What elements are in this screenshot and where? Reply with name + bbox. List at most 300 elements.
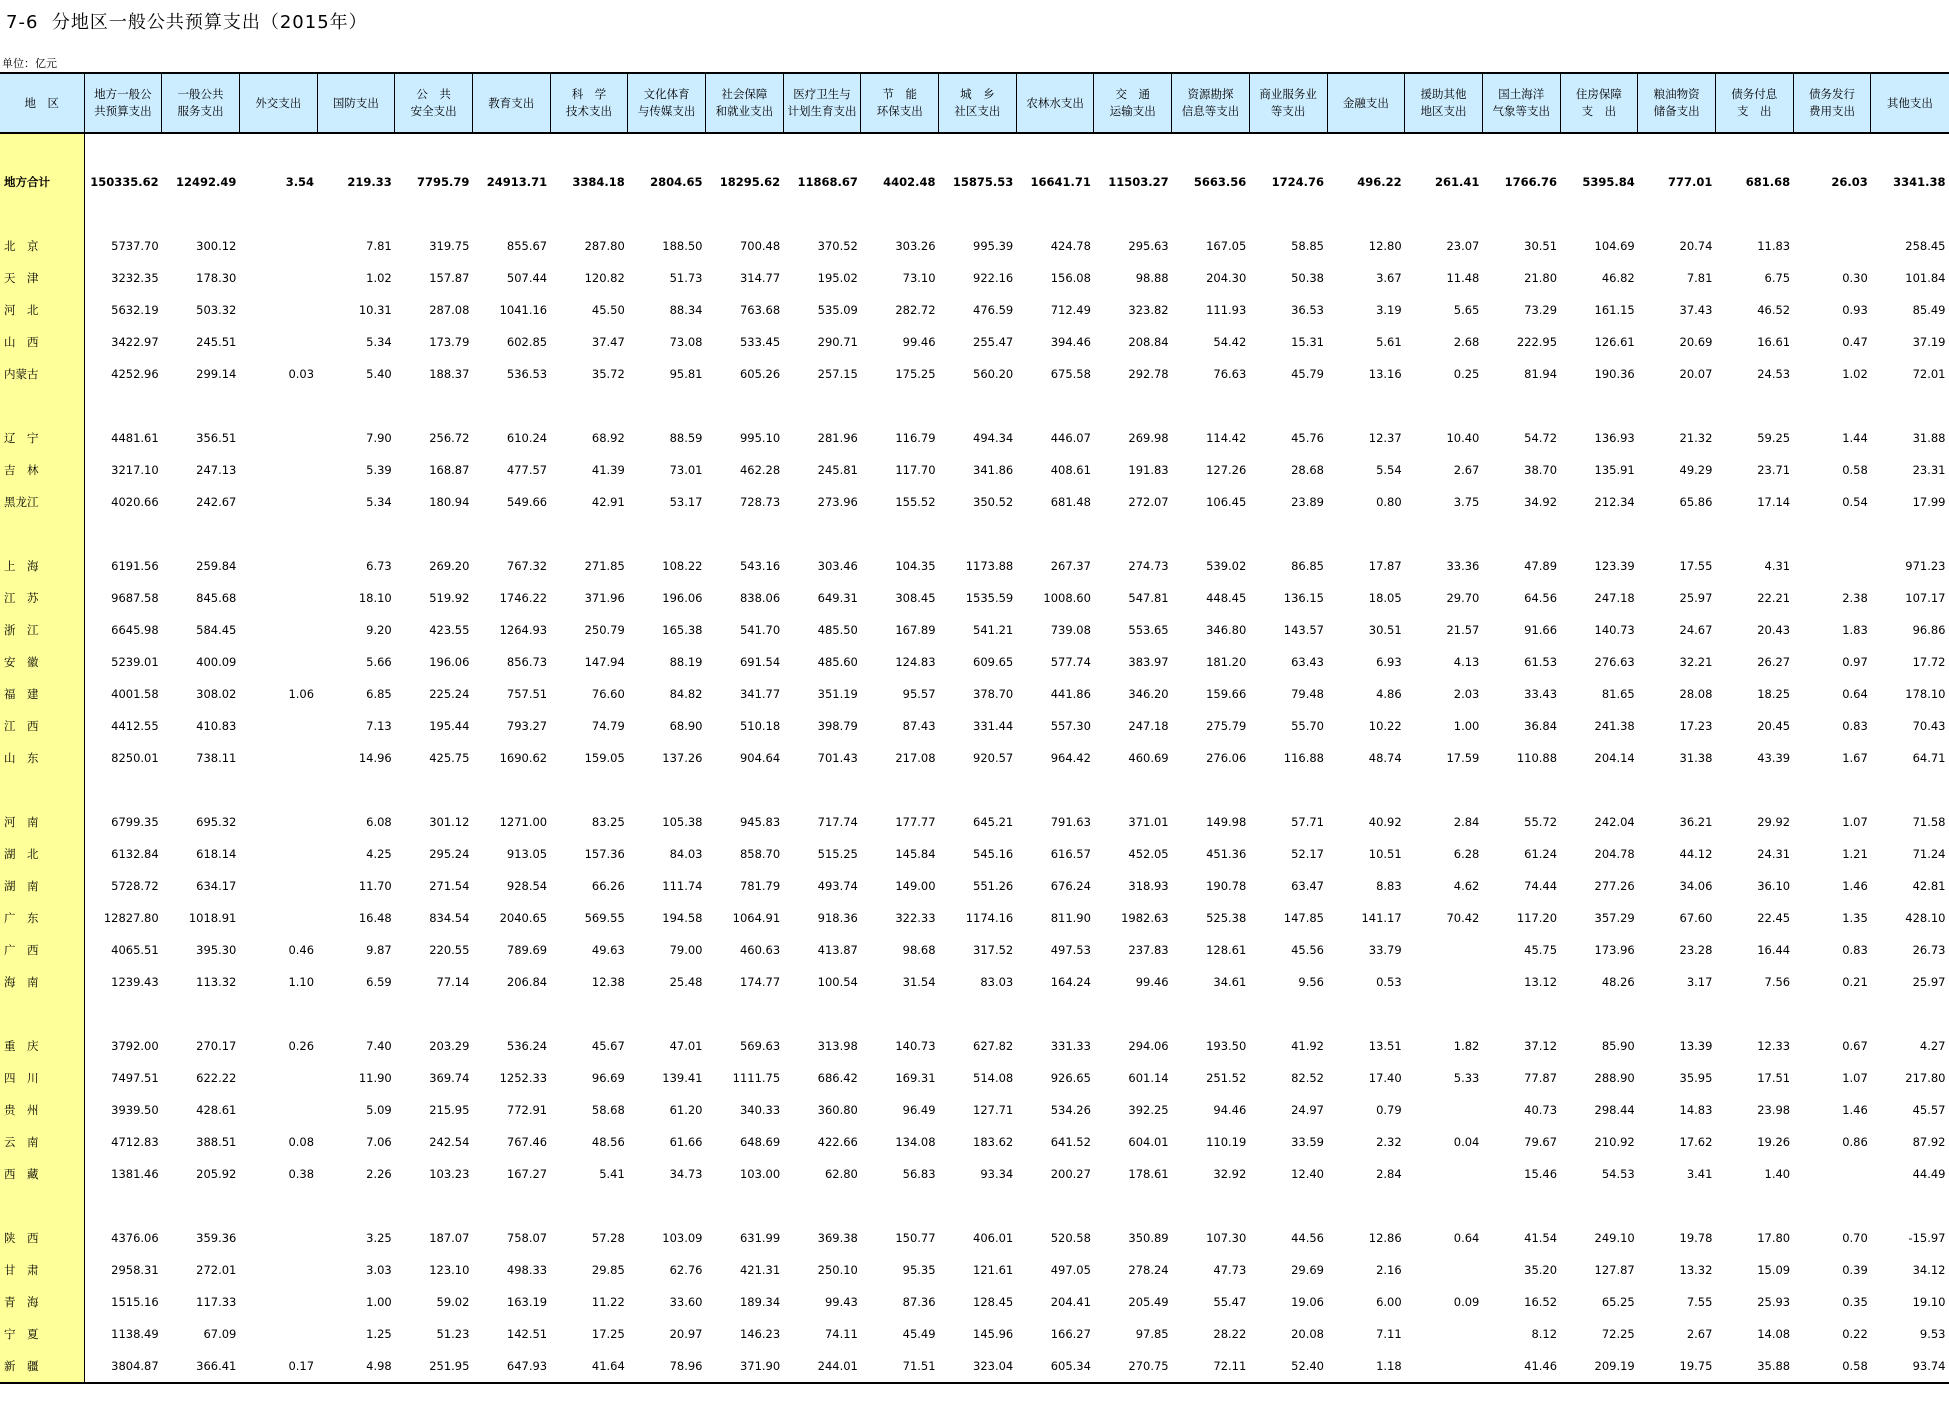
value-cell: 116.79 [895, 431, 936, 445]
value-cell: 34.12 [1912, 1263, 1946, 1277]
value-cell: 7.81 [366, 239, 392, 253]
value-cell: 46.52 [1757, 303, 1791, 317]
value-cell: 136.93 [1594, 431, 1635, 445]
value-cell: 2958.31 [111, 1263, 159, 1277]
value-cell: 36.10 [1757, 879, 1791, 893]
value-cell: 222.95 [1516, 335, 1558, 349]
value-cell: 256.72 [429, 431, 470, 445]
value-cell: 23.98 [1757, 1103, 1791, 1117]
value-cell: 54.42 [1213, 335, 1247, 349]
value-cell: 0.03 [288, 367, 315, 381]
value-cell: 20.69 [1679, 335, 1713, 349]
value-cell: 323.04 [939, 1350, 1017, 1383]
value-cell: 196.06 [662, 591, 703, 605]
region-cell: 吉 林 [0, 454, 84, 486]
value-cell: 68.90 [669, 719, 703, 733]
value-cell: 241.38 [1594, 719, 1635, 733]
value-cell: 63.47 [1291, 879, 1324, 893]
value-cell: 12827.80 [103, 911, 159, 925]
value-cell: 4.98 [317, 1350, 395, 1383]
column-header: 节 能 环保支出 [861, 73, 939, 133]
value-cell: 48.56 [591, 1135, 625, 1149]
value-cell: 11868.67 [797, 175, 858, 189]
value-cell: 40.73 [1524, 1103, 1558, 1117]
value-cell: 369.74 [429, 1071, 470, 1085]
value-cell: 519.92 [429, 591, 470, 605]
value-cell: 6.59 [366, 975, 392, 989]
value-cell: 251.95 [395, 1350, 473, 1383]
value-cell: 31.54 [902, 975, 936, 989]
value-cell: 128.45 [973, 1295, 1014, 1309]
value-cell: 346.80 [1206, 623, 1247, 637]
value-cell: 0.70 [1842, 1231, 1868, 1245]
value-cell: 7.06 [366, 1135, 392, 1149]
value-cell: 13.12 [1524, 975, 1558, 989]
value-cell: 31.38 [1679, 751, 1713, 765]
value-cell: 11.90 [358, 1071, 392, 1085]
value-cell: 2.84 [1453, 815, 1480, 829]
value-cell: 0.26 [288, 1039, 315, 1053]
value-cell: 10.31 [358, 303, 392, 317]
value-cell: 48.26 [1601, 975, 1635, 989]
value-cell: 33.60 [669, 1295, 703, 1309]
value-cell: 261.41 [1434, 175, 1480, 189]
value-cell: 717.74 [817, 815, 858, 829]
value-cell: 1.00 [1453, 719, 1480, 733]
value-cell: 451.36 [1206, 847, 1247, 861]
value-cell: 47.01 [669, 1039, 703, 1053]
value-cell: 1535.59 [965, 591, 1014, 605]
value-cell: 4252.96 [111, 367, 159, 381]
value-cell [239, 1222, 317, 1254]
region-cell: 重 庆 [0, 1030, 84, 1062]
value-cell: 17.72 [1912, 655, 1946, 669]
value-cell: 147.85 [1283, 911, 1324, 925]
value-cell: 0.35 [1842, 1295, 1868, 1309]
value-cell: 127.87 [1594, 1263, 1635, 1277]
value-cell: 45.75 [1524, 943, 1558, 957]
value-cell: 5.34 [366, 335, 392, 349]
value-cell: 627.82 [973, 1039, 1014, 1053]
value-cell: 360.80 [817, 1103, 858, 1117]
value-cell: 400.09 [196, 655, 237, 669]
value-cell: 5737.70 [111, 239, 159, 253]
value-cell: 577.74 [1050, 655, 1091, 669]
value-cell: 928.54 [506, 879, 548, 893]
table-row [0, 1094, 1949, 1126]
region-cell: 河 南 [0, 806, 84, 838]
value-cell: 117.20 [1516, 911, 1558, 925]
value-cell: 497.05 [1050, 1263, 1091, 1277]
value-cell: 35.20 [1524, 1263, 1558, 1277]
value-cell: 13.39 [1679, 1039, 1713, 1053]
value-cell: 543.16 [739, 559, 781, 573]
value-cell: 74.11 [824, 1327, 858, 1341]
region-cell: 内蒙古 [0, 358, 84, 390]
value-cell [239, 326, 317, 358]
value-cell: 557.30 [1050, 719, 1091, 733]
value-cell [1405, 1094, 1483, 1126]
value-cell: 20.07 [1679, 367, 1713, 381]
value-cell: 95.57 [902, 687, 936, 701]
column-header: 教育支出 [472, 73, 550, 133]
value-cell: 2.38 [1842, 591, 1868, 605]
value-cell: 811.90 [1050, 911, 1091, 925]
value-cell: 791.63 [1050, 815, 1091, 829]
value-cell: 11.22 [591, 1295, 625, 1309]
value-cell: 287.08 [429, 303, 470, 317]
value-cell: 1.35 [1842, 911, 1868, 925]
value-cell: 270.17 [196, 1039, 237, 1053]
value-cell: 5728.72 [111, 879, 159, 893]
value-cell: 187.07 [429, 1231, 470, 1245]
value-cell: 206.84 [506, 975, 548, 989]
value-cell: 143.57 [1283, 623, 1324, 637]
value-cell: 1.82 [1453, 1039, 1480, 1053]
value-cell: 29.69 [1291, 1263, 1324, 1277]
value-cell: 74.44 [1524, 879, 1558, 893]
value-cell: 161.15 [1594, 303, 1635, 317]
value-cell: 103.23 [429, 1167, 470, 1181]
value-cell: 1.46 [1842, 1103, 1868, 1117]
value-cell: 247.13 [196, 463, 237, 477]
value-cell: 7.11 [1376, 1327, 1402, 1341]
value-cell: 4020.66 [111, 495, 159, 509]
value-cell: 17.51 [1757, 1071, 1791, 1085]
value-cell: 913.05 [506, 847, 548, 861]
value-cell: 0.39 [1842, 1263, 1868, 1277]
value-cell: 278.24 [1128, 1263, 1169, 1277]
value-cell: 17.87 [1368, 559, 1402, 573]
value-cell: 126.61 [1594, 335, 1635, 349]
value-cell: 79.67 [1524, 1135, 1558, 1149]
value-cell: 16641.71 [1030, 175, 1091, 189]
region-cell: 黑龙江 [0, 486, 84, 518]
value-cell: 104.69 [1594, 239, 1635, 253]
value-cell: 551.26 [973, 879, 1014, 893]
value-cell: 42.81 [1912, 879, 1946, 893]
column-header: 社会保障 和就业支出 [706, 73, 784, 133]
value-cell: 71.58 [1912, 815, 1946, 829]
value-cell: 81.65 [1601, 687, 1635, 701]
value-cell: 44.56 [1291, 1231, 1324, 1245]
value-cell: 510.18 [739, 719, 781, 733]
value-cell: 67.60 [1679, 911, 1713, 925]
value-cell: 514.08 [973, 1071, 1014, 1085]
column-header: 债务发行 费用支出 [1793, 73, 1871, 133]
value-cell: 45.49 [902, 1327, 936, 1341]
value-cell: 460.69 [1128, 751, 1169, 765]
column-header: 外交支出 [239, 73, 317, 133]
value-cell: 12.40 [1291, 1167, 1324, 1181]
region-cell: 甘 肃 [0, 1254, 84, 1286]
value-cell: 57.71 [1291, 815, 1324, 829]
value-cell: 1.40 [1764, 1167, 1791, 1181]
value-cell: 0.83 [1842, 719, 1868, 733]
value-cell: 244.01 [783, 1350, 861, 1383]
value-cell: 541.21 [973, 623, 1014, 637]
value-cell: 36.53 [1291, 303, 1324, 317]
value-cell: 53.17 [669, 495, 703, 509]
value-cell: 108.22 [662, 559, 703, 573]
value-cell: 515.25 [817, 847, 858, 861]
value-cell: 300.12 [196, 239, 237, 253]
value-cell: 317.52 [973, 943, 1014, 957]
value-cell: 26.27 [1757, 655, 1791, 669]
value-cell [239, 1318, 317, 1350]
value-cell: 7.56 [1764, 975, 1791, 989]
value-cell: 299.14 [196, 367, 237, 381]
value-cell: 61.53 [1524, 655, 1558, 669]
value-cell: 33.59 [1291, 1135, 1324, 1149]
column-header: 城 乡 社区支出 [939, 73, 1017, 133]
value-cell: 1271.00 [499, 815, 548, 829]
value-cell: 17.59 [1446, 751, 1480, 765]
value-cell: 16.48 [358, 911, 392, 925]
value-cell: 1.18 [1327, 1350, 1405, 1383]
value-cell: 183.62 [973, 1135, 1014, 1149]
value-cell: 282.72 [895, 303, 936, 317]
value-cell [239, 486, 317, 518]
value-cell: 95.81 [669, 367, 703, 381]
value-cell: 541.70 [739, 623, 781, 637]
value-cell: 73.08 [669, 335, 703, 349]
region-cell: 辽 宁 [0, 422, 84, 454]
value-cell: 701.43 [817, 751, 858, 765]
table-row [0, 582, 1949, 614]
value-cell: 21.57 [1446, 623, 1480, 637]
value-cell: 30.51 [1524, 239, 1558, 253]
value-cell [239, 1094, 317, 1126]
value-cell: 0.58 [1793, 1350, 1871, 1383]
value-cell: 926.65 [1050, 1071, 1091, 1085]
value-cell: 3217.10 [111, 463, 159, 477]
value-cell: 428.61 [196, 1103, 237, 1117]
value-cell: 323.82 [1128, 303, 1169, 317]
value-cell: 174.77 [739, 975, 781, 989]
value-cell: 140.73 [1594, 623, 1635, 637]
value-cell: 601.14 [1128, 1071, 1169, 1085]
table-row [0, 1158, 1949, 1190]
value-cell: 16.44 [1757, 943, 1791, 957]
value-cell: 0.08 [288, 1135, 315, 1149]
value-cell: 189.34 [739, 1295, 781, 1309]
value-cell: 408.61 [1050, 463, 1091, 477]
value-cell: 767.32 [506, 559, 548, 573]
table-row [0, 1030, 1949, 1062]
value-cell: 534.26 [1050, 1103, 1091, 1117]
value-cell: 2.67 [1686, 1327, 1713, 1341]
value-cell: 150.77 [895, 1231, 936, 1245]
value-cell: 99.46 [1135, 975, 1169, 989]
table-row [0, 550, 1949, 582]
value-cell: 14.96 [358, 751, 392, 765]
region-cell: 青 海 [0, 1286, 84, 1318]
value-cell: 37.43 [1679, 303, 1713, 317]
value-cell: 0.21 [1842, 975, 1868, 989]
value-cell [239, 1286, 317, 1318]
value-cell: 2040.65 [499, 911, 548, 925]
value-cell: 194.58 [662, 911, 703, 925]
value-cell: 96.49 [902, 1103, 936, 1117]
value-cell: 398.79 [817, 719, 858, 733]
value-cell [1405, 966, 1483, 998]
value-cell: 303.46 [817, 559, 858, 573]
value-cell: 35.88 [1715, 1350, 1793, 1383]
value-cell: 3.17 [1686, 975, 1713, 989]
value-cell: 159.66 [1206, 687, 1247, 701]
value-cell: 178.30 [196, 271, 237, 285]
value-cell: 73.29 [1524, 303, 1558, 317]
value-cell: 739.08 [1050, 623, 1091, 637]
value-cell: 533.45 [739, 335, 781, 349]
value-cell: 98.68 [902, 943, 936, 957]
value-cell: 91.66 [1524, 623, 1558, 637]
value-cell: 695.32 [196, 815, 237, 829]
value-cell: 110.19 [1206, 1135, 1247, 1149]
value-cell: 0.79 [1376, 1103, 1402, 1117]
value-cell: 15.09 [1757, 1263, 1791, 1277]
value-cell: 149.98 [1206, 815, 1247, 829]
value-cell: 371.90 [706, 1350, 784, 1383]
value-cell: 340.33 [739, 1103, 781, 1117]
value-cell: 66.26 [591, 879, 625, 893]
value-cell: 649.31 [817, 591, 858, 605]
value-cell: 87.43 [902, 719, 936, 733]
value-cell [1405, 1318, 1483, 1350]
value-cell: 618.14 [196, 847, 237, 861]
value-cell: 1.25 [366, 1327, 392, 1341]
column-header: 国防支出 [317, 73, 395, 133]
value-cell: 41.92 [1291, 1039, 1324, 1053]
region-cell: 贵 州 [0, 1094, 84, 1126]
value-cell: 17.40 [1368, 1071, 1402, 1085]
region-cell: 天 津 [0, 262, 84, 294]
value-cell: 61.66 [669, 1135, 703, 1149]
table-row [0, 870, 1949, 902]
value-cell: 423.55 [429, 623, 470, 637]
value-cell [239, 614, 317, 646]
region-cell: 福 建 [0, 678, 84, 710]
value-cell: 1018.91 [188, 911, 237, 925]
value-cell: 1.21 [1842, 847, 1868, 861]
value-cell: 62.76 [669, 1263, 703, 1277]
value-cell: 10.51 [1368, 847, 1402, 861]
value-cell: 904.64 [739, 751, 781, 765]
value-cell: 247.18 [1128, 719, 1169, 733]
value-cell: 19.75 [1638, 1350, 1716, 1383]
value-cell: 245.51 [196, 335, 237, 349]
value-cell: 272.07 [1128, 495, 1169, 509]
value-cell: 1.00 [366, 1295, 392, 1309]
value-cell: 99.43 [824, 1295, 858, 1309]
table-row [0, 1126, 1949, 1158]
value-cell: 180.94 [429, 495, 470, 509]
value-cell: 276.06 [1206, 751, 1247, 765]
value-cell: 288.90 [1594, 1071, 1635, 1085]
value-cell: 0.17 [239, 1350, 317, 1383]
value-cell: 114.42 [1206, 431, 1247, 445]
value-cell: 539.02 [1206, 559, 1247, 573]
value-cell: 920.57 [973, 751, 1014, 765]
value-cell: 134.08 [895, 1135, 936, 1149]
value-cell: 6.08 [366, 815, 392, 829]
value-cell: 247.18 [1594, 591, 1635, 605]
value-cell: 1252.33 [499, 1071, 548, 1085]
table-row [0, 614, 1949, 646]
value-cell: 96.69 [591, 1071, 625, 1085]
value-cell: 28.68 [1291, 463, 1324, 477]
value-cell: 145.84 [895, 847, 936, 861]
value-cell: 995.39 [973, 239, 1014, 253]
value-cell: 331.33 [1050, 1039, 1091, 1053]
value-cell: 50.38 [1291, 271, 1324, 285]
region-cell: 西 藏 [0, 1158, 84, 1190]
value-cell: 212.34 [1594, 495, 1635, 509]
table-row [0, 422, 1949, 454]
value-cell: 45.67 [591, 1039, 625, 1053]
value-cell: 485.60 [817, 655, 858, 669]
table-row [0, 806, 1949, 838]
value-cell: 6.75 [1764, 271, 1791, 285]
value-cell: 167.89 [895, 623, 936, 637]
value-cell: 631.99 [739, 1231, 781, 1245]
value-cell: 757.51 [506, 687, 548, 701]
value-cell: 834.54 [429, 911, 470, 925]
value-cell: 4.27 [1919, 1039, 1946, 1053]
value-cell: 12.80 [1368, 239, 1402, 253]
value-cell: 73.01 [669, 463, 703, 477]
value-cell: 188.50 [662, 239, 703, 253]
header-row [0, 73, 1949, 133]
value-cell: 3792.00 [111, 1039, 159, 1053]
value-cell: 758.07 [506, 1231, 548, 1245]
spacer-row [0, 390, 1949, 422]
value-cell: 110.88 [1516, 751, 1558, 765]
value-cell: 441.86 [1050, 687, 1091, 701]
value-cell: 98.88 [1135, 271, 1169, 285]
value-cell: 1724.76 [1271, 175, 1324, 189]
column-header: 债务付息 支 出 [1715, 73, 1793, 133]
value-cell: 5663.56 [1193, 175, 1247, 189]
value-cell: 7795.79 [417, 175, 470, 189]
value-cell: 44.12 [1679, 847, 1713, 861]
table-row [0, 838, 1949, 870]
value-cell: 4.86 [1376, 687, 1402, 701]
value-cell: 17.62 [1679, 1135, 1713, 1149]
value-cell: 124.83 [895, 655, 936, 669]
value-cell [1405, 1350, 1483, 1383]
value-cell: 42.91 [591, 495, 625, 509]
value-cell: 94.46 [1213, 1103, 1247, 1117]
value-cell: 781.79 [739, 879, 781, 893]
value-cell: 178.10 [1905, 687, 1946, 701]
region-cell: 安 徽 [0, 646, 84, 678]
value-cell: 1173.88 [965, 559, 1014, 573]
value-cell: 8.12 [1531, 1327, 1558, 1341]
value-cell: 23.31 [1912, 463, 1946, 477]
value-cell: 5.33 [1453, 1071, 1480, 1085]
table-row [0, 230, 1949, 262]
value-cell: 24913.71 [486, 175, 548, 189]
value-cell: 37.19 [1912, 335, 1946, 349]
value-cell: 428.10 [1905, 911, 1946, 925]
value-cell: 1264.93 [499, 623, 548, 637]
spacer-row [0, 998, 1949, 1030]
value-cell: 0.25 [1453, 367, 1480, 381]
value-cell: 17.55 [1679, 559, 1713, 573]
column-header: 金融支出 [1327, 73, 1405, 133]
